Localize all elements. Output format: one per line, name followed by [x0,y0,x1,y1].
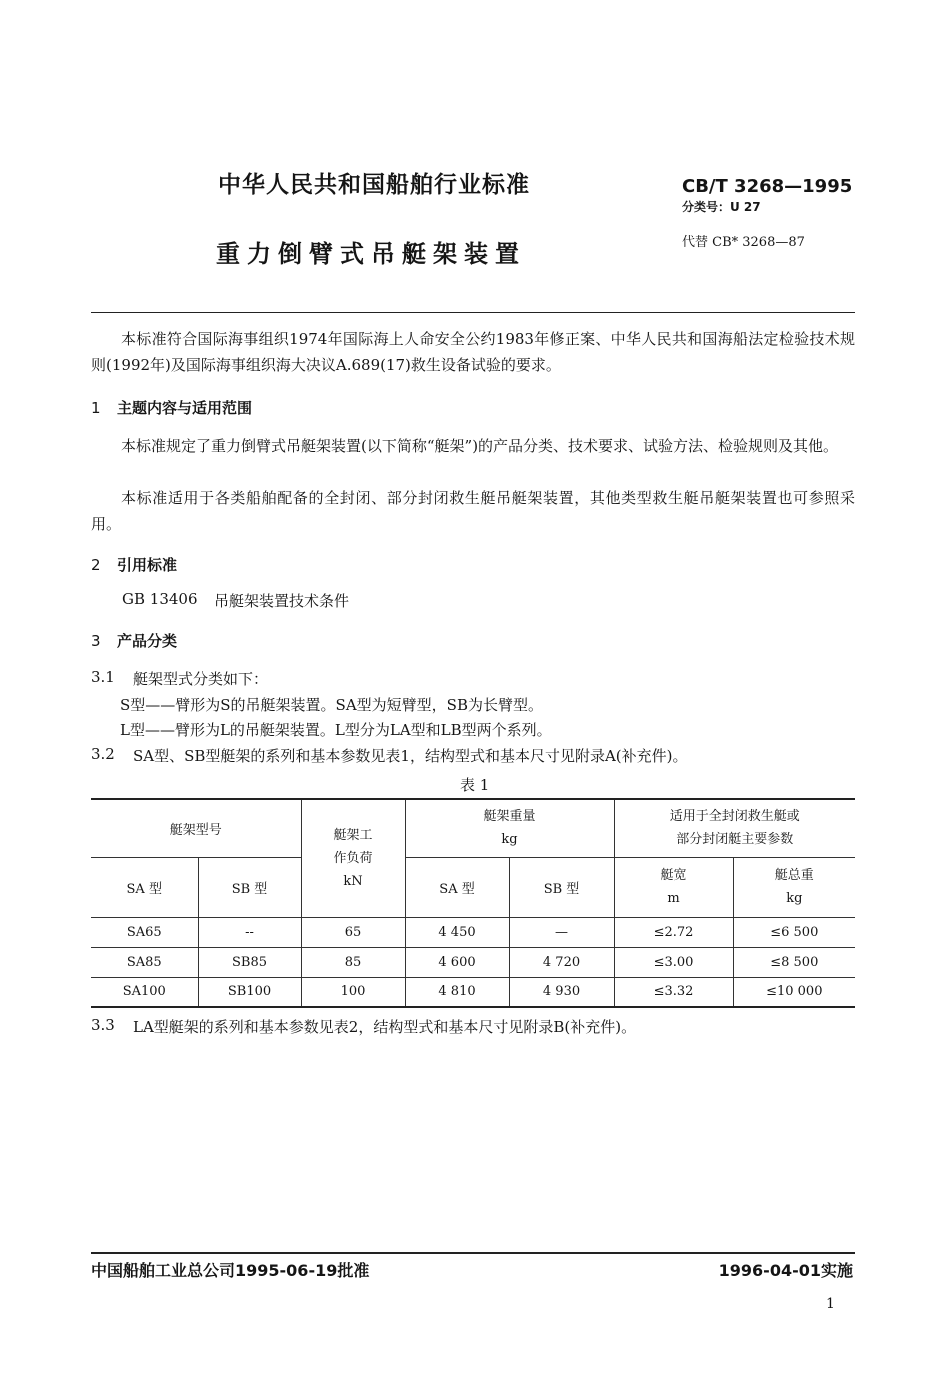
cell-weight-sa: 4 600 [405,947,509,977]
header-sb-type: SB 型 [198,857,301,917]
cell-total: ≤10 000 [733,977,855,1007]
clause-3-1-l-type: L型——臂形为L的吊艇架装置。L型分为LA型和LB型两个系列。 [120,721,552,739]
clause-3-1-number: 3.1 [91,668,115,686]
cell-weight-sb: — [509,917,614,947]
document-title: 重力倒臂式吊艇架装置 [216,240,526,268]
cell-load: 85 [301,947,405,977]
clause-3-3-text: LA型艇架的系列和基本参数见表2，结构型式和基本尺寸见附录B(补充件)。 [133,1018,637,1036]
cell-sb: SB100 [198,977,301,1007]
clause-3-1-text: 艇架型式分类如下： [133,670,269,688]
header-boat-width [614,857,733,917]
page-number: 1 [826,1296,835,1312]
classification-number: 分类号：U 27 [682,200,761,214]
cell-sa: SA65 [91,917,198,947]
header-line: 艇宽 [660,868,687,883]
header-unit: kg [786,891,803,906]
header-davit-weight [405,799,614,857]
header-unit: kN [343,873,363,889]
header-weight-sa: SA 型 [405,857,509,917]
intro-paragraph: 本标准符合国际海事组织1974年国际海上人命安全公约1983年修正案、中华人民共和国海船法定检验技术规则(1992年)及国际海事组织海大决议A.689(17)救生设备试验的要求。 [91,330,855,374]
cell-sa: SA85 [91,947,198,977]
header-line: 部分封闭艇主要参数 [676,832,794,848]
footer-divider [91,1252,855,1254]
clause-3-3-number: 3.3 [91,1016,115,1034]
table-row [91,947,855,977]
table-1-caption: 表 1 [460,776,490,794]
header-line: 作负荷 [333,850,373,866]
header-boat-total-weight [733,857,855,917]
cell-width: ≤3.32 [614,977,733,1007]
reference-code: GB 13406 [122,590,198,608]
section-number: 3 [91,632,101,650]
issuer-title: 中华人民共和国船舶行业标准 [218,172,530,198]
header-sa-type: SA 型 [91,857,198,917]
cell-weight-sb: 4 720 [509,947,614,977]
table-row [91,917,855,947]
section-1-paragraph-2: 本标准适用于各类船舶配备的全封闭、部分封闭救生艇吊艇架装置，其他类型救生艇吊艇架装置也可参照采用。 [91,489,855,533]
replaces-standard: 代替 CB* 3268—87 [682,235,805,250]
header-unit: kg [501,832,518,848]
standard-code: CB/T 3268—1995 [682,176,853,197]
cell-weight-sb: 4 930 [509,977,614,1007]
section-2-heading [91,554,177,575]
table-row [91,977,855,1007]
section-1-heading [91,397,252,418]
header-line: 艇架工 [333,827,373,843]
header-unit: m [667,891,680,906]
approval-line: 中国船舶工业总公司1995-06-19批准 [91,1261,370,1280]
section-3-heading [91,630,177,651]
clause-3-2-text: SA型、SB型艇架的系列和基本参数见表1，结构型式和基本尺寸见附录A(补充件)。 [133,747,688,765]
section-title: 引用标准 [117,556,178,574]
clause-3-2-number: 3.2 [91,745,115,763]
cell-total: ≤8 500 [733,947,855,977]
clause-3-1-s-type: S型——臂形为S的吊艇架装置。SA型为短臂型，SB为长臂型。 [120,696,543,714]
cell-weight-sa: 4 450 [405,917,509,947]
section-title: 主题内容与适用范围 [117,399,253,417]
header-model: 艇架型号 [91,799,301,857]
cell-width: ≤3.00 [614,947,733,977]
cell-sb: -- [198,917,301,947]
header-line: 艇架重量 [483,809,536,825]
section-1-paragraph-1: 本标准规定了重力倒臂式吊艇架装置(以下简称“艇架”)的产品分类、技术要求、试验方法、检验规则及其他。 [121,437,839,455]
cell-width: ≤2.72 [614,917,733,947]
table-1 [91,798,855,1008]
section-title: 产品分类 [117,632,178,650]
header-lifeboat-params [614,799,855,857]
cell-total: ≤6 500 [733,917,855,947]
cell-weight-sa: 4 810 [405,977,509,1007]
cell-sb: SB85 [198,947,301,977]
header-divider [91,312,855,313]
reference-title: 吊艇架装置技术条件 [214,592,350,610]
cell-sa: SA100 [91,977,198,1007]
cell-load: 100 [301,977,405,1007]
header-line: 适用于全封闭救生艇或 [669,809,800,825]
section-number: 1 [91,399,101,417]
section-number: 2 [91,556,101,574]
header-weight-sb: SB 型 [509,857,614,917]
effective-date: 1996-04-01实施 [718,1261,853,1280]
header-line: 艇总重 [774,868,814,883]
cell-load: 65 [301,917,405,947]
header-working-load [301,799,405,917]
